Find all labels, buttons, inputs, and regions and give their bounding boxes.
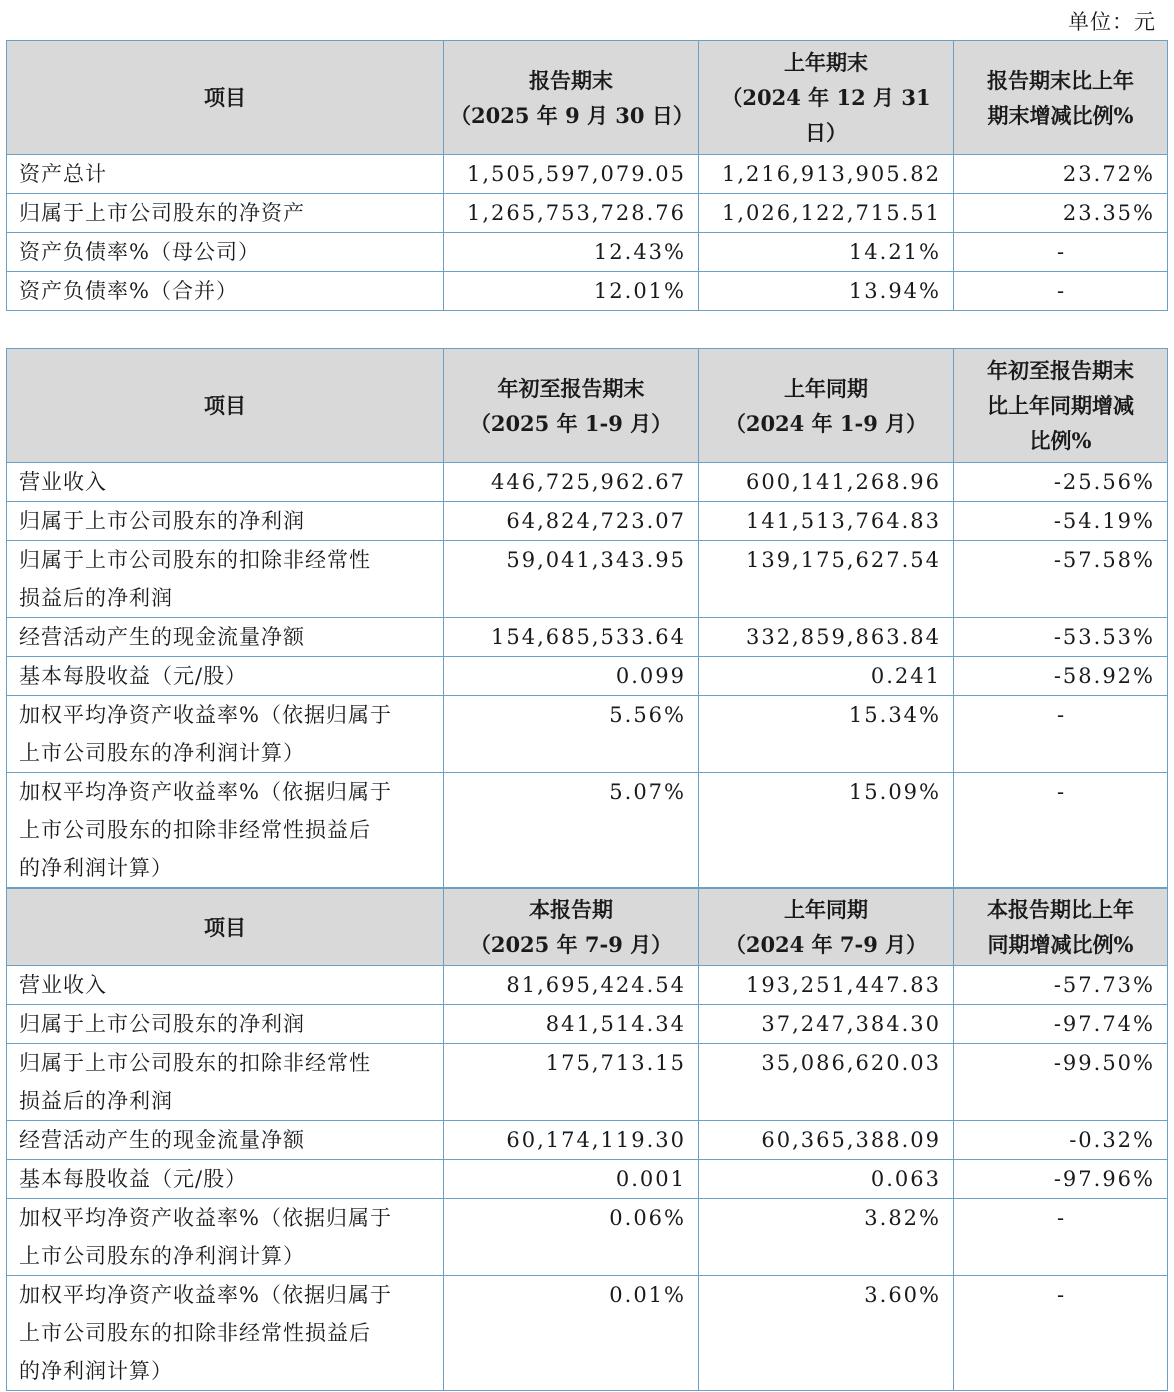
column-header — [444, 889, 699, 966]
cell-text-line: 上市公司股东的扣除非经常性损益后 — [19, 1321, 371, 1345]
amount-value: 12.01% — [444, 272, 699, 311]
cell-text-line: 的净利润计算） — [19, 856, 173, 880]
cell-text-line: （2025 年 1-9 月） — [469, 410, 673, 436]
table-row — [7, 657, 1168, 696]
unit-label: 单位：元 — [1068, 10, 1156, 34]
amount-value: 0.099 — [444, 657, 699, 696]
change-value: -97.96% — [954, 1160, 1168, 1199]
table-row — [7, 233, 1168, 272]
table-row — [7, 502, 1168, 541]
change-value: - — [954, 1199, 1168, 1276]
change-value: - — [954, 773, 1168, 888]
change-value: -97.74% — [954, 1005, 1168, 1044]
amount-value: 3.60% — [699, 1276, 954, 1391]
change-value: -54.19% — [954, 502, 1168, 541]
amount-value: 1,505,597,079.05 — [444, 155, 699, 194]
amount-value: 154,685,533.64 — [444, 618, 699, 657]
amount-value: 446,725,962.67 — [444, 463, 699, 502]
amount-value: 59,041,343.95 — [444, 541, 699, 618]
column-header — [699, 41, 954, 155]
column-header — [954, 349, 1168, 463]
row-label: 归属于上市公司股东的净利润 — [7, 502, 444, 541]
amount-value: 139,175,627.54 — [699, 541, 954, 618]
column-header: 项目 — [7, 41, 444, 155]
balance-summary-table — [6, 40, 1168, 311]
cell-text-line: 本报告期 — [529, 897, 613, 922]
cell-text-line: 损益后的净利润 — [19, 586, 173, 610]
cell-text-line: 年初至报告期末 — [987, 358, 1134, 383]
amount-value: 1,265,753,728.76 — [444, 194, 699, 233]
ytd-performance-table — [6, 348, 1168, 888]
header-row — [7, 889, 1168, 966]
amount-value: 600,141,268.96 — [699, 463, 954, 502]
amount-value: 5.07% — [444, 773, 699, 888]
change-value: 23.35% — [954, 194, 1168, 233]
amount-value: 0.01% — [444, 1276, 699, 1391]
cell-text-line: 年初至报告期末 — [497, 375, 645, 401]
row-label: 资产负债率%（合并） — [7, 272, 444, 311]
quarter-performance-table — [6, 888, 1168, 1391]
change-value: -0.32% — [954, 1121, 1168, 1160]
change-value: 23.72% — [954, 155, 1168, 194]
row-label: 基本每股收益（元/股） — [7, 657, 444, 696]
table-row — [7, 1044, 1168, 1121]
header-row — [7, 41, 1168, 155]
cell-text-line: 报告期末比上年 — [987, 67, 1134, 93]
cell-text-line: 报告期末 — [529, 67, 613, 93]
cell-text-line: 归属于上市公司股东的扣除非经常性 — [19, 1051, 371, 1075]
cell-text-line: （2024 年 1-9 月） — [724, 410, 928, 436]
amount-value: 14.21% — [699, 233, 954, 272]
change-value: -57.73% — [954, 966, 1168, 1005]
table-row — [7, 618, 1168, 657]
cell-text-line: 损益后的净利润 — [19, 1089, 173, 1113]
cell-text-line: 上年同期 — [784, 375, 868, 401]
row-label: 经营活动产生的现金流量净额 — [7, 618, 444, 657]
amount-value: 5.56% — [444, 696, 699, 773]
amount-value: 64,824,723.07 — [444, 502, 699, 541]
row-label — [7, 1044, 444, 1121]
table-row — [7, 696, 1168, 773]
cell-text-line: 归属于上市公司股东的扣除非经常性 — [19, 548, 371, 572]
amount-value: 0.001 — [444, 1160, 699, 1199]
amount-value: 841,514.34 — [444, 1005, 699, 1044]
column-header — [954, 41, 1168, 155]
cell-text-line: 比例% — [1029, 428, 1092, 453]
amount-value: 193,251,447.83 — [699, 966, 954, 1005]
amount-value: 0.063 — [699, 1160, 954, 1199]
amount-value: 15.09% — [699, 773, 954, 888]
row-label — [7, 1276, 444, 1391]
amount-value: 1,026,122,715.51 — [699, 194, 954, 233]
table-row — [7, 1005, 1168, 1044]
table-row — [7, 1160, 1168, 1199]
table-row — [7, 1199, 1168, 1276]
amount-value: 35,086,620.03 — [699, 1044, 954, 1121]
amount-value: 15.34% — [699, 696, 954, 773]
row-label: 归属于上市公司股东的净利润 — [7, 1005, 444, 1044]
change-value: - — [954, 1276, 1168, 1391]
amount-value: 37,247,384.30 — [699, 1005, 954, 1044]
amount-value: 60,174,119.30 — [444, 1121, 699, 1160]
amount-value: 0.06% — [444, 1199, 699, 1276]
amount-value: 12.43% — [444, 233, 699, 272]
change-value: - — [954, 696, 1168, 773]
amount-value: 3.82% — [699, 1199, 954, 1276]
row-label: 营业收入 — [7, 966, 444, 1005]
table-row — [7, 155, 1168, 194]
column-header: 项目 — [7, 349, 444, 463]
cell-text-line: 上年期末 — [784, 50, 868, 75]
cell-text-line: 加权平均净资产收益率%（依据归属于 — [19, 1283, 392, 1307]
cell-text-line: 同期增减比例% — [987, 932, 1134, 957]
cell-text-line: （2024 年 7-9 月） — [724, 932, 928, 957]
row-label — [7, 1199, 444, 1276]
amount-value: 60,365,388.09 — [699, 1121, 954, 1160]
header-row — [7, 349, 1168, 463]
cell-text-line: 上市公司股东的净利润计算） — [19, 1244, 305, 1268]
change-value: -57.58% — [954, 541, 1168, 618]
table-row — [7, 272, 1168, 311]
row-label: 资产负债率%（母公司） — [7, 233, 444, 272]
change-value: -25.56% — [954, 463, 1168, 502]
amount-value: 81,695,424.54 — [444, 966, 699, 1005]
cell-text-line: （2025 年 9 月 30 日） — [450, 102, 694, 128]
cell-text-line: 上市公司股东的净利润计算） — [19, 741, 305, 765]
column-header — [699, 349, 954, 463]
row-label: 营业收入 — [7, 463, 444, 502]
row-label: 经营活动产生的现金流量净额 — [7, 1121, 444, 1160]
amount-value: 1,216,913,905.82 — [699, 155, 954, 194]
column-header: 项目 — [7, 889, 444, 966]
amount-value: 13.94% — [699, 272, 954, 311]
change-value: -99.50% — [954, 1044, 1168, 1121]
change-value: -58.92% — [954, 657, 1168, 696]
row-label: 基本每股收益（元/股） — [7, 1160, 444, 1199]
table-row — [7, 194, 1168, 233]
column-header — [444, 41, 699, 155]
row-label — [7, 696, 444, 773]
table-row — [7, 463, 1168, 502]
column-header — [954, 889, 1168, 966]
cell-text-line: 加权平均净资产收益率%（依据归属于 — [19, 703, 392, 727]
table-row — [7, 773, 1168, 888]
cell-text-line: 加权平均净资产收益率%（依据归属于 — [19, 1206, 392, 1230]
cell-text-line: （2025 年 7-9 月） — [469, 932, 673, 957]
table-row — [7, 1276, 1168, 1391]
row-label — [7, 773, 444, 888]
row-label — [7, 541, 444, 618]
amount-value: 141,513,764.83 — [699, 502, 954, 541]
cell-text-line: （2024 年 12 月 31 — [721, 85, 931, 110]
column-header — [699, 889, 954, 966]
change-value: - — [954, 272, 1168, 311]
row-label: 归属于上市公司股东的净资产 — [7, 194, 444, 233]
cell-text-line: 的净利润计算） — [19, 1359, 173, 1383]
amount-value: 332,859,863.84 — [699, 618, 954, 657]
amount-value: 175,713.15 — [444, 1044, 699, 1121]
cell-text-line: 上年同期 — [784, 897, 868, 922]
table-row — [7, 1121, 1168, 1160]
cell-text-line: 本报告期比上年 — [987, 897, 1134, 922]
cell-text-line: 比上年同期增减 — [987, 393, 1134, 418]
table-row — [7, 966, 1168, 1005]
table-row — [7, 541, 1168, 618]
cell-text-line: 期末增减比例% — [987, 102, 1134, 128]
amount-value: 0.241 — [699, 657, 954, 696]
cell-text-line: 上市公司股东的扣除非经常性损益后 — [19, 818, 371, 842]
row-label: 资产总计 — [7, 155, 444, 194]
column-header — [444, 349, 699, 463]
cell-text-line: 日） — [805, 120, 847, 145]
cell-text-line: 加权平均净资产收益率%（依据归属于 — [19, 780, 392, 804]
change-value: - — [954, 233, 1168, 272]
change-value: -53.53% — [954, 618, 1168, 657]
